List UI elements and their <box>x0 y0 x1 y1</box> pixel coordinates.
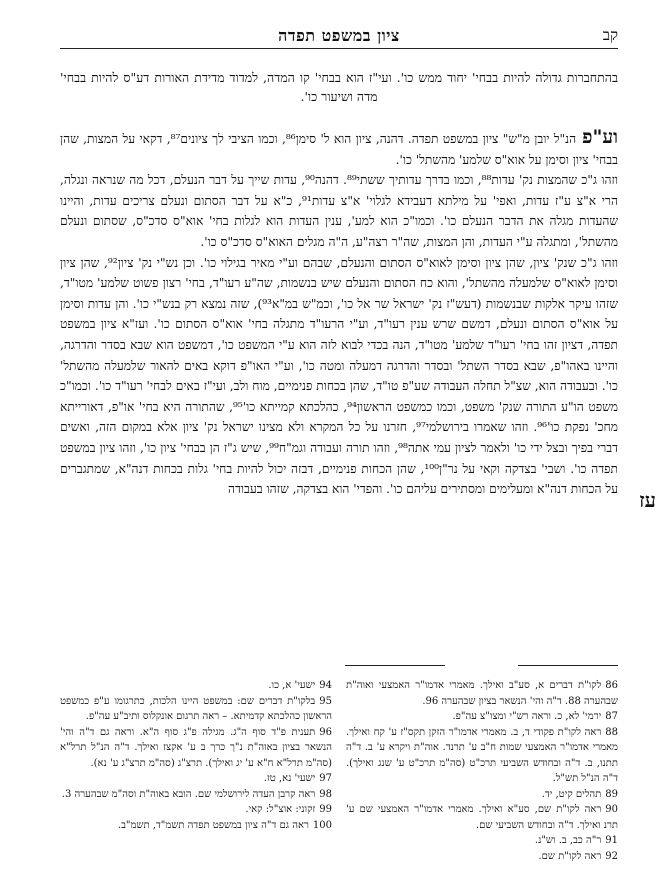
lead-word: וע"פ <box>582 126 618 148</box>
margin-section-mark: עז <box>639 488 656 512</box>
footnote-text: ישעי' נא, טז. <box>263 773 316 784</box>
footnote <box>60 802 332 818</box>
footnote-divider-right <box>518 665 618 666</box>
footnote-number: 96 <box>319 726 332 738</box>
main-paragraph-3: וזהו ג"כ שנק' ציון, שהן ציון וסימן לאוא"ס הסתום והנעלם, שבהם וע"י מאיר בגילוי כו'. וכן נש"י נק' ציון⁹², שהן ציון וסימן לאוא"ס שלמעלה מהשתל', והוא כח הסתום והנעלם שיש בנשמות, שה"ע רעו"ד, בחי' רצון פשוט שלמע' מטו"ד, שזהו עיקר אלקות שבנשמות (דעש"ז נק' ישראל שר אל כו', וכמ"ש במ"א⁹³), שזה נמצא רק בנש"י כו'. והן עדות וסימן על אוא"ס הסתום ונעלם, דמשם שרש ענין רעו"ד, וע"י הרעו"ד מתגלה בחי' אוא"ס הסתום כו'. ועז"א ציון במשפט תפדה, דציון זהו בחי' רעו"ד שלמע' מטו"ד, הנה בכדי לבוא לזה הוא ע"י המשפט כו', דמשפט הוא שבא בסדר והדרגה, והיינו באהו"פ, שבא בסדר השתל' ובסדר והדרגה דמעלה ומטה כו', וע"י האו"פ דוקא באים להאור שלמעלה מהשתל' כו'. ובעבודה הוא, שצ"ל תחלה העבודה שע"פ טו"ד, שהן בכחות פנימיים, מוח ולב, ועי"ז באים לבחי' רעו"ד כו'. וכמו"כ משפט הו"ע התורה שנק' משפט, וכמו כמשפט הראשון⁹⁴, כהלכתא קמייתא כו'⁹⁵, שהתורה היא בחי' או"פ, דאורייתא מחכ' נפקת כו'⁹⁶. וזהו שאמרו בירושלמי⁹⁷, חזרנו על כל המקרא ולא מצינו ישראל נק' ציון אלא במקום הזה, ואשים דברי בפיך ובצל ידי כו' ולאמר לציון עמי אתה⁹⁸, וזהו תורה ועבודה וגמ"ח⁹⁹, שיש ג"ז הן בבחי' ציון כו', וזהו ציון במשפט תפדה כו'. ושבי' בצדקה וקאי על נר"ן¹⁰⁰, שהן הכחות פנימיים, דבזה יכול להיות בחי' גלות בכחות דנה"א, שמתגברים על הכחות דנה"א ומעלימים ומסתירים עליהם כו'. והפדי' הוא בצדקה, שזהו בעבודה <box>60 255 619 497</box>
footnote-number: 98 <box>319 788 332 800</box>
footnote-number: 88 <box>605 726 618 738</box>
footnote-text: ישעי' א, כו. <box>268 680 316 691</box>
page-title: ציון במשפט תפדה <box>278 26 400 45</box>
footnote-number: 91 <box>605 835 618 846</box>
main-paragraph-1 <box>60 127 618 170</box>
intro-paragraph: בהתחברות גדולה להיות בבחי' יחוד ממש כו'. ועי"ז הוא בבחי' קו המדה, למדוד מדידת האורות דע"ס להיות בבחי' מדה ושיעור כו'. <box>60 70 618 104</box>
footnote <box>346 802 618 833</box>
footnote <box>60 818 332 834</box>
page-number: קב <box>602 26 618 44</box>
footnote <box>60 694 332 725</box>
footnote-number: 86 <box>605 680 618 691</box>
footnote-number: 89 <box>605 788 618 800</box>
footnote <box>346 833 618 849</box>
footnote-text: ראה לקו"ת שם, סע"א ואילך. מאמרי אדמו"ר האמצעי שם ע' תרנ ואילך. ד"ה ובחודש השביעי שם. <box>346 804 618 831</box>
footnote <box>346 849 618 865</box>
footnote-number: 100 <box>312 819 332 831</box>
footnote-text: ראה קרבן העדה לירושלמי שם. הובא באוה"ת וסה"מ שבהערה 3. <box>61 788 316 800</box>
footnotes-left-column <box>60 678 332 885</box>
footnote-text: תהלים קיט, יד. <box>541 788 602 800</box>
footnote-number: 87 <box>605 711 618 722</box>
footnote <box>346 678 618 709</box>
footnote <box>346 787 618 803</box>
footnotes-right-column <box>346 678 618 885</box>
footnote-number: 95 <box>319 695 332 707</box>
footnote-text: תענית פ"ד סוף ה"ג. מגילה פ"ג סוף ה"א. וראה גם ד"ה והי' הנשאר בציון באוה"ת נ"ך כרך ב ע' אקצז ואילך. ד"ה הנ"ל תרל"א (סה"מ תרל"א ח"א ע' יג ואילך). תרצ"ג (סה"מ תרצ"ג ע' נא). <box>60 726 332 769</box>
paragraph-text: הנ"ל יובן מ"ש" ציון במשפט תפדה. דהנה, ציון הוא ל' סימן⁸⁶, וכמו הציבי לך ציונים⁸⁷, דקאי על המצות, שהן בבחי' ציון וסימן על אוא"ס שלמע' מהשתל' כו'. <box>60 132 618 167</box>
footnote <box>60 725 332 772</box>
main-text <box>60 127 618 500</box>
footnote-text: ראה לקו"ת שם. <box>538 850 602 862</box>
footnote <box>346 725 618 787</box>
footnote-number: 94 <box>319 680 332 691</box>
footnote <box>346 709 618 725</box>
main-paragraph-2: וזהו ג"כ שהמצות נק' עדות⁸⁸, וכמו בדרך עדותיך ששתי⁸⁹. דהנה⁹⁰, עדות שייך על דבר הנעלם, דכל מה שנראה ונגלה, הרי א"צ ע"ז עדות, ואפי' על מילתא דעבידא לגלוי' א"צ עדות⁹¹, כ"א על דבר הסתום ונעלם צריכים עדות, והיינו שהעדות מגלה את הדבר הנעלם כו'. וכמו"כ הוא למע', ענין העדות הוא לגלות בחי' אוא"ס סדכ"ס, שסתום ונעלם מהשתל', ומתגלה ע"י העדות, והן המצות, שה"ר רצה"ע, ה"ה מגלים האוא"ס סדכ"ס כו'. <box>60 173 619 249</box>
footnote-text: לקו"ת דברים א, סע"ב ואילך. מאמרי אדמו"ר האמצעי ואוה"ת שבהערה 88. ד"ה והי' הנשאר בציון שבהערה 96. <box>346 680 618 707</box>
footnote <box>60 771 332 787</box>
footnote-number: 90 <box>605 804 618 815</box>
footnote-number: 92 <box>605 850 618 862</box>
footnote-text: ירמי' לא, כ. וראה רש"י ומצו"צ עה"פ. <box>452 711 602 722</box>
footnote <box>60 787 332 803</box>
footnote-number: 97 <box>319 773 332 784</box>
footnote-text: ראה גם ד"ה ציון במשפט תפדה תשמ"ד, תשמ"ב. <box>117 819 309 831</box>
footnote-text: ר"ה כב, ב. וש"נ. <box>534 835 602 846</box>
footnote <box>60 678 332 694</box>
footnote-text: זקוני: אוצ"ל: קאי. <box>245 804 316 815</box>
running-header <box>60 26 618 49</box>
footnote-divider-left <box>345 665 445 666</box>
footnote-text: ראה לקו"ת פקודי ד, ב. מאמרי אדמו"ר הזקן תקס"ז ע' קח ואילך. מאמרי אדמו"ר האמצעי שמות ח"ב ע' תרנד. אוה"ת ויקרא ע' ב. ד"ה תתנו, ב. ד"ה ובחודש השביעי תרכ"ט (סה"מ תרכ"ט ע' שנג ואילך). ד"ה הנ"ל תש"ל. <box>346 726 618 784</box>
footnote-text: בלקו"ת דברים שם: במשפט היינו הלכות, כתרגומו ע"פ כמשפט הראשון כהלכתא קדמיתא. – ראה תרגום אונקלוס ותיב"ע עה"פ. <box>60 695 332 722</box>
footnote-number: 99 <box>319 804 332 815</box>
